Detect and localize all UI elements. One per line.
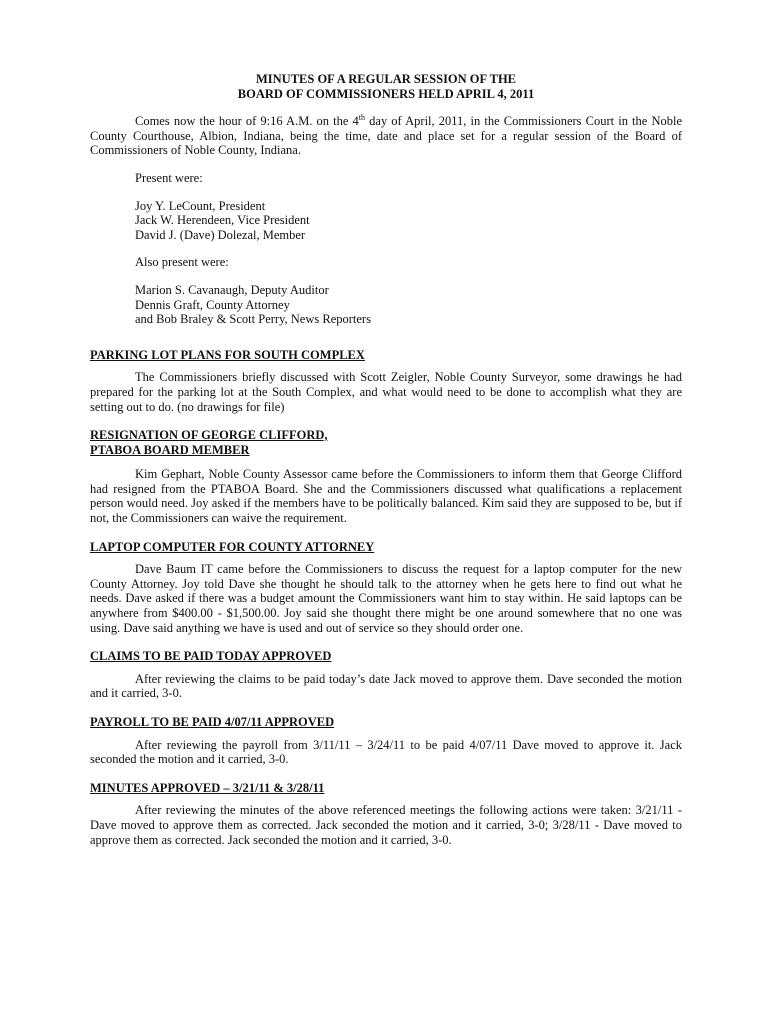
- also-present-label: Also present were:: [135, 255, 229, 270]
- section-body: After reviewing the payroll from 3/11/11 – 3/24/11 to be paid 4/07/11 Dave moved to approve it. Jack seconded the motion and it carried, 3-0.: [90, 737, 682, 767]
- title-line-2: BOARD OF COMMISSIONERS HELD APRIL 4, 2011: [237, 86, 535, 101]
- present-label: Present were:: [135, 170, 203, 185]
- section-heading-line: PAYROLL TO BE PAID 4/07/11 APPROVED: [90, 715, 335, 729]
- also-present-label-block: [90, 255, 682, 270]
- intro-paragraph: [90, 114, 682, 158]
- document-page: [90, 72, 682, 847]
- section-body: Dave Baum IT came before the Commissioners to discuss the request for a laptop computer for the new County Attorney. Joy told Dave she thought he should talk to the attorney when he gets here to find out what he needs. Dave asked if there was a budget amount the Commissioners want him to stay within. He said laptops can be anywhere from $400.00 - $1,500.00. Joy said she thought there might be one around somewhere that no one was using. Dave said anything we have is used and out of service so they should order one.: [90, 562, 682, 635]
- section-heading-line: RESIGNATION OF GEORGE CLIFFORD,: [90, 428, 328, 443]
- section-heading-line: LAPTOP COMPUTER FOR COUNTY ATTORNEY: [90, 539, 375, 554]
- intro-ordinal-suffix: th: [358, 113, 366, 123]
- intro-text-start: Comes now the hour of 9:16 A.M. on the 4: [135, 114, 359, 129]
- section-body: After reviewing the claims to be paid today’s date Jack moved to approve them. Dave seconded the motion and it carried, 3-0.: [90, 671, 682, 701]
- section-heading: [90, 781, 682, 796]
- section-heading-line: PTABOA BOARD MEMBER: [90, 442, 250, 457]
- also-present-member: Dennis Graft, County Attorney: [135, 297, 290, 312]
- also-present-member: Marion S. Cavanaugh, Deputy Auditor: [135, 282, 329, 297]
- present-label-block: [90, 171, 682, 186]
- section-body: Kim Gephart, Noble County Assessor came before the Commissioners to inform them that George Clifford had resigned from the PTABOA Board. She and the Commissioners discussed what qualifications a replacement person would need. Joy asked if the members have to be politically balanced. Kim said they are supposed to be, but if not, the Commissioners can waive the requirement.: [90, 467, 682, 526]
- also-present-members-list: [90, 283, 682, 327]
- title-line-1: MINUTES OF A REGULAR SESSION OF THE: [255, 72, 517, 86]
- section-body: After reviewing the minutes of the above referenced meetings the following actions were taken: 3/21/11 - Dave moved to approve them as corrected. Jack seconded the motion and it carried, 3-0; 3/28/11 - Dave moved to approve them as corrected. Jack seconded the motion and it carried, 3-0.: [90, 803, 682, 847]
- document-title: [90, 72, 682, 101]
- section-heading-line: PARKING LOT PLANS FOR SOUTH COMPLEX: [90, 347, 365, 362]
- section-heading: [90, 540, 682, 555]
- present-member: Joy Y. LeCount, President: [135, 198, 266, 213]
- section-heading: [90, 715, 682, 730]
- present-member: Jack W. Herendeen, Vice President: [135, 213, 310, 228]
- section-heading: [90, 348, 682, 363]
- present-members-list: [90, 199, 682, 243]
- section-heading-line: MINUTES APPROVED – 3/21/11 & 3/28/11: [90, 780, 325, 795]
- section-body: The Commissioners briefly discussed with Scott Zeigler, Noble County Surveyor, some drawings he had prepared for the parking lot at the South Complex, and what would need to be done to accomplish what they are setting out to do. (no drawings for file): [90, 370, 682, 414]
- section-heading-line: CLAIMS TO BE PAID TODAY APPROVED: [90, 649, 332, 664]
- section-heading: [90, 649, 682, 664]
- present-member: David J. (Dave) Dolezal, Member: [135, 227, 306, 242]
- section-heading: [90, 428, 682, 457]
- also-present-member: and Bob Braley & Scott Perry, News Reporters: [135, 312, 371, 327]
- intro-text-end: day of April, 2011, in the Commissioners Court in the Noble County Courthouse, Albion, Indiana, being the time, date and place set for a regular session of the Board of Commissioners of Noble County, Indiana.: [90, 114, 682, 158]
